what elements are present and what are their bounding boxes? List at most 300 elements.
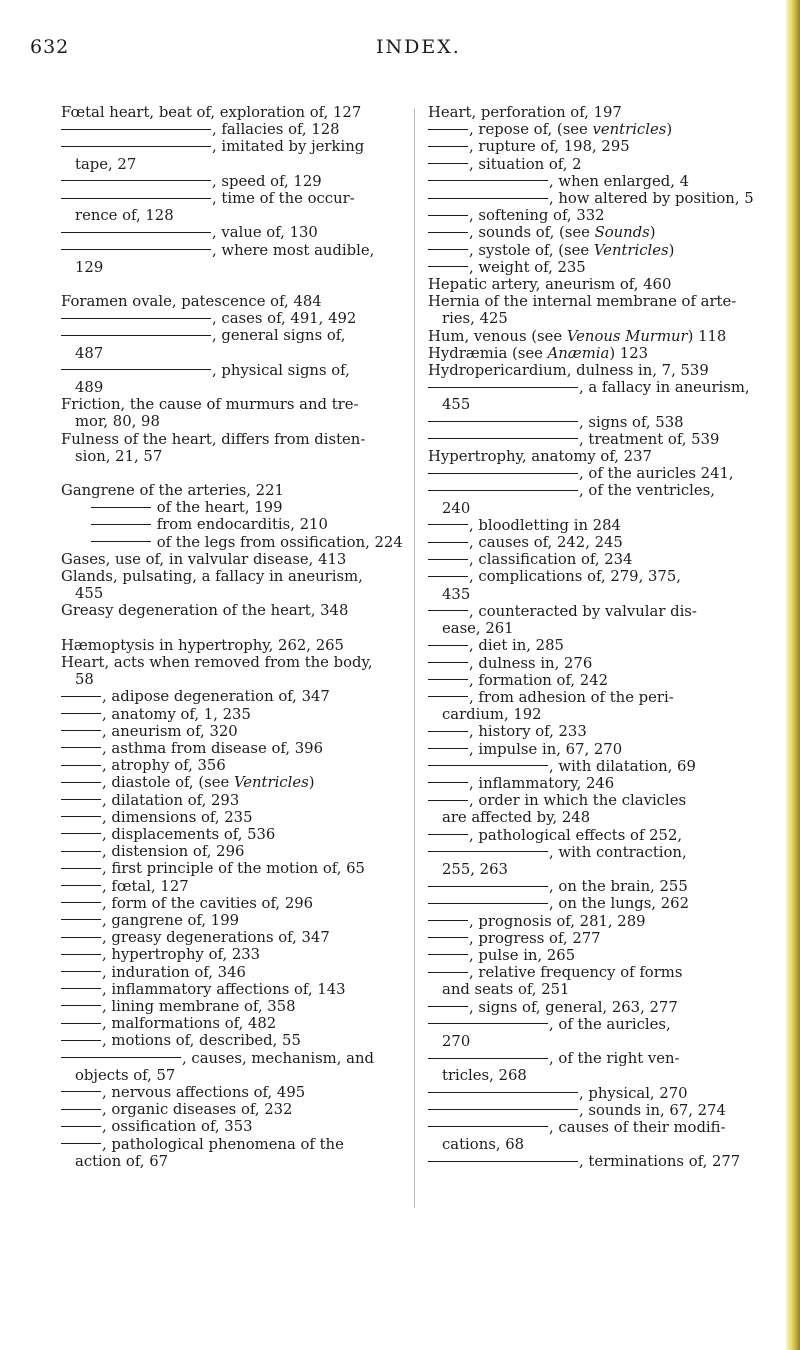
index-entry [428,706,776,723]
index-entry-text: , bloodletting in 284 [469,516,621,534]
index-entry [428,259,776,276]
index-entry [428,637,776,654]
ditto-dash [428,1161,578,1162]
ditto-dash [61,1057,181,1058]
index-entry-text: , asthma from disease of, 396 [102,739,323,757]
index-entry-text: , signs of, 538 [579,413,684,431]
index-entry-text: , where most audible, [212,241,375,259]
index-entry-text: from endocarditis, 210 [152,516,328,534]
index-entry-text: 489 [75,379,104,397]
index-entry-text: , pulse in, 265 [469,946,576,964]
index-entry-text: of the heart, 199 [152,499,283,517]
ditto-dash [428,1006,468,1007]
ditto-dash [61,696,101,697]
index-entry-text: action of, 67 [75,1152,169,1170]
index-entry [428,1136,776,1153]
index-entry-crossref: ventricles [592,121,667,139]
index-entry [428,723,776,740]
index-entry [61,499,405,516]
index-entry-text: Hum, venous (see [428,327,567,345]
index-entry [428,431,776,448]
ditto-dash [428,834,468,835]
index-entry-text: , distension of, 296 [102,843,245,861]
index-entry [428,999,776,1016]
ditto-dash [428,473,578,474]
index-entry-text: Foramen ovale, patescence of, 484 [61,293,322,311]
index-entry [428,242,776,259]
index-entry-text: , motions of, described, 55 [102,1032,301,1050]
index-entry [61,327,405,344]
index-entry [61,293,405,310]
index-entry [428,1085,776,1102]
index-entry-text: Friction, the cause of murmurs and tre- [61,396,359,414]
index-entry-text: , situation of, 2 [469,155,582,173]
ditto-dash [61,765,101,766]
index-entry-text: , diet in, 285 [469,637,564,655]
index-entry [61,1136,405,1153]
index-entry [61,1101,405,1118]
index-entry-text: cations, 68 [442,1136,525,1154]
index-entry [428,981,776,998]
index-entry [61,723,405,740]
ditto-dash [61,1126,101,1127]
ditto-dash [91,524,151,525]
index-entry [428,482,776,499]
index-entry [428,276,776,293]
index-entry-text: , gangrene of, 199 [102,911,240,929]
ditto-dash [428,937,468,938]
index-entry [61,585,405,602]
index-entry [428,878,776,895]
ditto-dash [428,559,468,560]
index-entry [428,500,776,517]
index-entry-text: , of the right ven- [549,1050,680,1068]
ditto-dash [61,369,211,370]
index-entry [428,586,776,603]
index-entry-text: , time of the occur- [212,190,355,208]
index-entry [428,895,776,912]
index-entry [61,551,405,568]
index-entry-suffix: ) 123 [609,344,649,362]
index-entry [428,775,776,792]
index-entry-crossref: Anæmia [547,344,610,362]
index-entry [428,1016,776,1033]
index-entry-text: , causes of, 242, 245 [469,534,623,552]
index-entry [61,1153,405,1170]
index-column-left [61,104,405,1170]
ditto-dash [428,129,468,130]
index-entry-text: , rupture of, 198, 295 [469,138,630,156]
ditto-dash [428,765,548,766]
index-entry [61,895,405,912]
index-entry-text: Heart, perforation of, 197 [428,104,622,121]
index-entry [428,138,776,155]
index-entry-text: , on the lungs, 262 [549,895,689,913]
index-entry-text: , counteracted by valvular dis- [469,602,697,620]
index-entry-text: , complications of, 279, 375, [469,568,681,586]
index-entry-crossref: Ventricles [593,241,669,259]
index-entry-suffix: ) [668,241,675,259]
ditto-dash [428,1058,548,1059]
index-entry [428,964,776,981]
index-entry-text: , inflammatory, 246 [469,774,615,792]
index-entry [61,310,405,327]
index-entry-text: , fallacies of, 128 [212,121,340,139]
index-entry-text: , lining membrane of, 358 [102,997,296,1015]
index-entry [61,516,405,533]
index-entry-text: 255, 263 [442,860,508,878]
index-entry-text: , ossification of, 353 [102,1118,253,1136]
ditto-dash [428,490,578,491]
index-entry [428,448,776,465]
index-entry [428,104,776,121]
index-entry-text: mor, 80, 98 [75,413,160,431]
index-entry-text: , induration of, 346 [102,963,246,981]
index-entry [61,912,405,929]
ditto-dash [91,507,151,508]
ditto-dash [428,748,468,749]
index-entry-text: 58 [75,671,94,689]
index-entry-text: Gases, use of, in valvular disease, 413 [61,550,347,568]
index-entry-text: , progress of, 277 [469,929,601,947]
index-entry-crossref: Sounds [594,224,650,242]
index-entry-text: Hypertrophy, anatomy of, 237 [428,448,652,466]
ditto-dash [61,198,211,199]
index-entry-text: Gangrene of the arteries, 221 [61,482,284,500]
page-edge [786,0,800,1350]
index-entry [428,930,776,947]
index-entry-text: , dulness in, 276 [469,654,593,672]
index-entry-text: , inflammatory affections of, 143 [102,980,346,998]
index-entry-text: , impulse in, 67, 270 [469,740,623,758]
index-entry-text: , first principle of the motion of, 65 [102,860,365,878]
index-entry-text: , how altered by position, 5 [549,190,754,208]
index-entry-text: 455 [442,396,471,414]
index-entry [61,637,405,654]
index-entry-text: 487 [75,344,104,362]
ditto-dash [428,731,468,732]
ditto-dash [61,937,101,938]
ditto-dash [428,1092,578,1093]
index-entry [61,396,405,413]
index-entry-suffix: ) [649,224,656,242]
index-entry-text: are affected by, 248 [442,809,591,827]
index-entry [428,844,776,861]
ditto-dash [428,1023,548,1024]
index-entry-text: , on the brain, 255 [549,878,688,896]
index-entry-text: , weight of, 235 [469,258,586,276]
index-entry-text: , hypertrophy of, 233 [102,946,261,964]
ditto-dash [428,198,548,199]
index-entry-text: , repose of, (see [469,121,593,139]
page-number: 632 [30,36,70,58]
index-entry-suffix: ) [308,774,315,792]
ditto-dash [428,920,468,921]
ditto-dash [428,886,548,887]
ditto-dash [428,972,468,973]
index-entry [428,534,776,551]
index-entry [61,138,405,155]
ditto-dash [61,129,211,130]
index-entry [428,1102,776,1119]
index-entry-text: 129 [75,258,104,276]
ditto-dash [428,903,548,904]
index-entry [61,362,405,379]
ditto-dash [61,180,211,181]
index-entry-text: , from adhesion of the peri- [469,688,674,706]
index-entry [61,1032,405,1049]
index-entry [61,946,405,963]
index-entry [61,654,405,671]
index-entry-text: , treatment of, 539 [579,430,720,448]
index-entry [428,173,776,190]
ditto-dash [61,730,101,731]
ditto-dash [61,713,101,714]
index-entry [61,190,405,207]
index-entry [61,207,405,224]
ditto-dash [91,541,151,542]
ditto-dash [61,851,101,852]
index-entry [428,758,776,775]
index-entry-text: , pathological effects of 252, [469,826,683,844]
index-entry-text: Glands, pulsating, a fallacy in aneurism, [61,568,363,586]
ditto-dash [61,919,101,920]
index-entry [61,740,405,757]
index-entry-suffix: ) [666,121,673,139]
index-entry-text: , systole of, (see [469,241,594,259]
index-entry-text: sion, 21, 57 [75,447,163,465]
ditto-dash [428,215,468,216]
index-entry-text: , softening of, 332 [469,207,605,225]
index-entry-text: tape, 27 [75,155,137,173]
index-entry [428,121,776,138]
ditto-dash [61,1143,101,1144]
index-entry [61,104,405,121]
index-entry [61,1015,405,1032]
index-entry-text: , pathological phenomena of the [102,1135,344,1153]
ditto-dash [428,1109,578,1110]
index-entry-text: , order in which the clavicles [469,792,687,810]
running-head: INDEX. [376,36,461,58]
index-entry-text: , diastole of, (see [102,774,234,792]
ditto-dash [428,954,468,955]
index-entry [61,1084,405,1101]
index-entry [61,688,405,705]
ditto-dash [61,146,211,147]
index-entry-text: , dilatation of, 293 [102,791,240,809]
ditto-dash [61,1109,101,1110]
index-entry-text: , nervous affections of, 495 [102,1083,306,1101]
index-entry-text: Hepatic artery, aneurism of, 460 [428,276,672,294]
index-entry [61,981,405,998]
index-entry-text: , of the auricles 241, [579,465,734,483]
index-entry [61,345,405,362]
index-entry-text: , causes, mechanism, and [182,1049,374,1067]
index-entry-text: , adipose degeneration of, 347 [102,688,330,706]
index-entry-text: Hæmoptysis in hypertrophy, 262, 265 [61,636,344,654]
index-entry [61,929,405,946]
page-header [0,36,800,66]
index-entry [428,156,776,173]
index-entry [61,482,405,499]
index-entry-text: , organic diseases of, 232 [102,1101,293,1119]
index-entry-text: rence of, 128 [75,207,174,225]
index-entry-text: 455 [75,585,104,603]
index-entry-text: , causes of their modifi- [549,1118,726,1136]
index-entry [61,809,405,826]
index-entry [428,310,776,327]
ditto-dash [61,902,101,903]
index-entry [428,224,776,241]
index-entry [428,1119,776,1136]
index-entry-text: Greasy degeneration of the heart, 348 [61,602,349,620]
ditto-dash [428,679,468,680]
ditto-dash [428,1126,548,1127]
index-entry-text: , signs of, general, 263, 277 [469,998,678,1016]
index-entry-crossref: Venous Murmur [566,327,688,345]
index-entry-text: , displacements of, 536 [102,825,276,843]
index-entry-crossref: Ventricles [233,774,309,792]
index-entry [61,242,405,259]
index-entry-text: , fœtal, 127 [102,877,189,895]
index-entry-text: , greasy degenerations of, 347 [102,929,330,947]
index-entry [61,121,405,138]
index-entry [61,706,405,723]
ditto-dash [61,799,101,800]
index-entry [428,620,776,637]
index-entry-text: , speed of, 129 [212,172,322,190]
index-entry [61,1050,405,1067]
index-entry-text: , cases of, 491, 492 [212,310,357,328]
ditto-dash [428,542,468,543]
index-entry [428,672,776,689]
index-entry [61,568,405,585]
index-entry-text: , a fallacy in aneurism, [579,379,750,397]
index-entry-text: Hydropericardium, dulness in, 7, 539 [428,362,709,380]
index-entry [428,792,776,809]
index-entry-text: Fulness of the heart, differs from disten- [61,430,366,448]
ditto-dash [428,266,468,267]
index-entry [428,345,776,362]
index-entry-text: 435 [442,585,471,603]
index-entry [61,671,405,688]
index-entry-text: , form of the cavities of, 296 [102,894,314,912]
index-entry-text: , general signs of, [212,327,346,345]
ditto-dash [428,421,578,422]
index-entry [428,1153,776,1170]
index-entry-text: , formation of, 242 [469,671,609,689]
ditto-dash [61,232,211,233]
ditto-dash [61,249,211,250]
index-entry-suffix: ) 118 [687,327,727,345]
ditto-dash [428,524,468,525]
ditto-dash [61,885,101,886]
index-entry-text: 270 [442,1032,471,1050]
index-entry [61,757,405,774]
index-entry [428,689,776,706]
index-entry [428,1067,776,1084]
index-entry-text: , relative frequency of forms [469,964,683,982]
index-entry-text: , history of, 233 [469,723,587,741]
index-entry-text: ries, 425 [442,310,508,328]
index-entry-text: , of the ventricles, [579,482,715,500]
index-entry-text: , of the auricles, [549,1015,671,1033]
index-entry [61,431,405,448]
index-entry-text: of the legs from ossification, 224 [152,533,403,551]
index-entry-text: Hydræmia (see [428,344,548,362]
index-entry [428,861,776,878]
index-entry [428,517,776,534]
index-entry-text: , imitated by jerking [212,138,365,156]
index-entry-text: , aneurism of, 320 [102,722,238,740]
index-entry [61,448,405,465]
index-entry [428,568,776,585]
index-entry [428,551,776,568]
index-entry [61,224,405,241]
index-column-right [428,104,776,1171]
index-entry-text: ease, 261 [442,620,514,638]
index-entry-text: Fœtal heart, beat of, exploration of, 127 [61,104,362,121]
ditto-dash [428,249,468,250]
ditto-dash [428,645,468,646]
index-entry-text: tricles, 268 [442,1067,527,1085]
ditto-dash [61,1040,101,1041]
index-entry-text: , anatomy of, 1, 235 [102,705,251,723]
index-entry [61,413,405,430]
index-entry-text: , value of, 130 [212,224,318,242]
ditto-dash [428,662,468,663]
index-entry [428,1050,776,1067]
ditto-dash [428,610,468,611]
ditto-dash [428,576,468,577]
index-entry-text: cardium, 192 [442,706,542,724]
ditto-dash [61,988,101,989]
index-entry [61,1118,405,1135]
index-entry [428,1033,776,1050]
index-entry [428,603,776,620]
index-entry-text: , sounds of, (see [469,224,595,242]
index-entry [61,998,405,1015]
ditto-dash [61,1023,101,1024]
index-entry-text: Heart, acts when removed from the body, [61,653,373,671]
ditto-dash [428,163,468,164]
ditto-dash [61,335,211,336]
index-entry-text: , with dilatation, 69 [549,757,696,775]
index-entry-text: , dimensions of, 235 [102,808,253,826]
index-entry-text: , with contraction, [549,843,687,861]
ditto-dash [428,232,468,233]
ditto-dash [428,851,548,852]
index-entry-text: and seats of, 251 [442,981,570,999]
index-entry [428,827,776,844]
index-entry [428,465,776,482]
ditto-dash [428,696,468,697]
index-entry [428,913,776,930]
index-entry [428,655,776,672]
ditto-dash [61,1091,101,1092]
index-entry-text: Hernia of the internal membrane of arte- [428,293,737,311]
index-entry [61,843,405,860]
ditto-dash [428,146,468,147]
ditto-dash [61,747,101,748]
index-entry [61,602,405,619]
index-entry [428,379,776,396]
index-entry-text: , when enlarged, 4 [549,172,690,190]
index-entry-text: , prognosis of, 281, 289 [469,912,646,930]
index-entry [428,809,776,826]
ditto-dash [428,800,468,801]
index-entry [61,964,405,981]
